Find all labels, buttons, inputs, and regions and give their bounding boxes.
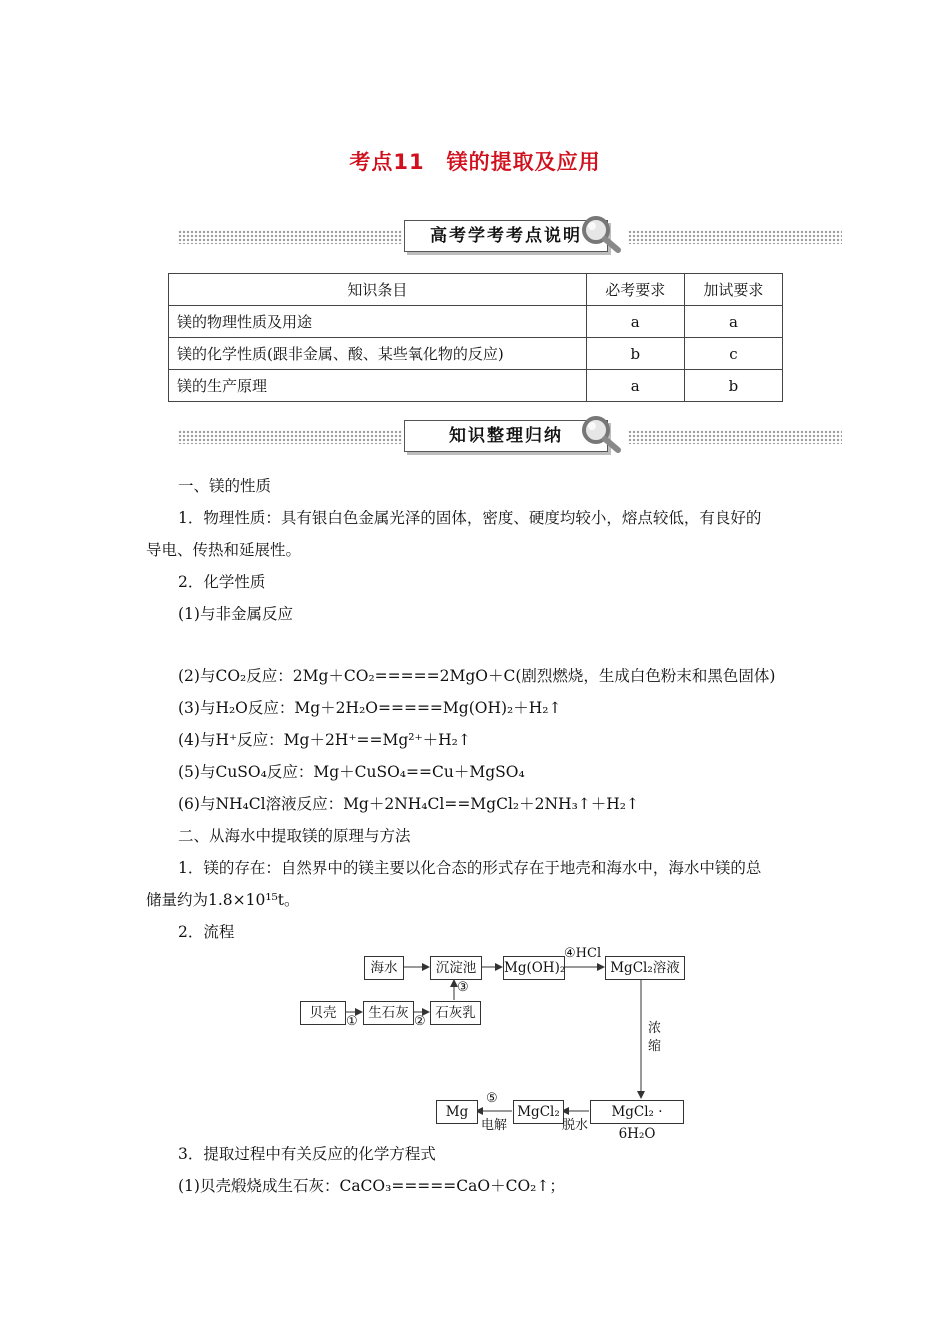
flow-box-mgcl2: MgCl₂ (513, 1100, 564, 1124)
flow-label-concentrate: 浓 缩 (648, 1021, 662, 1054)
paragraph-occurrence-cont: 储量约为1.8×10¹⁵t。 (146, 891, 300, 909)
flow-box-mgoh2: Mg(OH)₂ (503, 956, 565, 980)
flow-box-mgcl2-hexahydrate: MgCl₂ · 6H₂O (590, 1100, 684, 1124)
flow-label-electrolysis: 电解 (481, 1118, 508, 1133)
table-cell: b (586, 338, 684, 370)
flow-label-step4-hcl: ④HCl (564, 946, 602, 961)
dotted-divider-left (178, 430, 402, 444)
table-cell: 镁的生产原理 (169, 370, 587, 402)
section-header-knowledge (178, 418, 842, 458)
table-header-cell: 必考要求 (586, 274, 684, 306)
section-title: 高考学考考点说明 (404, 220, 608, 252)
flow-label-step1: ① (346, 1014, 358, 1029)
table-row (169, 370, 783, 402)
heading-magnesium-properties: 一、镁的性质 (178, 477, 272, 495)
reaction-co2: (2)与CO₂反应：2Mg＋CO₂=====2MgO＋C(剧烈燃烧，生成白色粉末和黑色固体) (178, 667, 776, 685)
flow-box-mgcl2-solution: MgCl₂溶液 (605, 956, 685, 980)
table-cell: a (684, 306, 782, 338)
equation-shell-calcination: (1)贝壳煅烧成生石灰：CaCO₃=====CaO＋CO₂↑； (178, 1177, 565, 1195)
table-cell: b (684, 370, 782, 402)
section-title: 知识整理归纳 (404, 420, 608, 452)
flow-label-dehydrate: 脱水 (562, 1118, 589, 1133)
heading-flow: 2．流程 (178, 923, 235, 941)
table-cell: c (684, 338, 782, 370)
heading-equations: 3．提取过程中有关反应的化学方程式 (178, 1145, 436, 1163)
reaction-nh4cl: (6)与NH₄Cl溶液反应：Mg＋2NH₄Cl==MgCl₂＋2NH₃↑＋H₂↑ (178, 795, 639, 813)
page-title: 考点11 镁的提取及应用 (349, 150, 601, 174)
flow-box-shell: 贝壳 (300, 1001, 346, 1025)
paragraph-occurrence: 1．镁的存在：自然界中的镁主要以化合态的形式存在于地壳和海水中，海水中镁的总 (178, 859, 762, 877)
table-header-cell: 加试要求 (684, 274, 782, 306)
table-header-row (169, 274, 783, 306)
extraction-flowchart (296, 946, 696, 1142)
heading-chemical-properties: 2．化学性质 (178, 573, 266, 591)
table-cell: 镁的化学性质(跟非金属、酸、某些氧化物的反应) (169, 338, 587, 370)
dotted-divider-right (628, 430, 842, 444)
dotted-divider-right (628, 230, 842, 244)
reaction-h2o: (3)与H₂O反应：Mg＋2H₂O=====Mg(OH)₂＋H₂↑ (178, 699, 562, 717)
flow-label-step3: ③ (457, 980, 469, 995)
section-header-exam-notes (178, 218, 842, 258)
dotted-divider-left (178, 230, 402, 244)
flow-box-quicklime: 生石灰 (363, 1001, 414, 1025)
flow-box-seawater: 海水 (364, 956, 404, 980)
table-header-cell: 知识条目 (169, 274, 587, 306)
flow-label-step5: ⑤ (486, 1091, 498, 1106)
requirements-table (168, 273, 783, 402)
flow-label-step2: ② (414, 1014, 426, 1029)
table-row (169, 338, 783, 370)
reaction-acid: (4)与H⁺反应：Mg＋2H⁺==Mg²⁺＋H₂↑ (178, 731, 471, 749)
paragraph-physical-properties: 1．物理性质：具有银白色金属光泽的固体，密度、硬度均较小，熔点较低，有良好的 (178, 509, 762, 527)
reaction-cuso4: (5)与CuSO₄反应：Mg＋CuSO₄==Cu＋MgSO₄ (178, 763, 525, 781)
magnifier-icon (578, 212, 624, 258)
table-cell: a (586, 306, 684, 338)
heading-seawater-extraction: 二、从海水中提取镁的原理与方法 (178, 827, 411, 845)
table-cell: 镁的物理性质及用途 (169, 306, 587, 338)
reaction-nonmetal: (1)与非金属反应 (178, 605, 293, 623)
flow-box-settling-tank: 沉淀池 (430, 956, 482, 980)
flow-box-lime-milk: 石灰乳 (430, 1001, 481, 1025)
flow-box-mg: Mg (436, 1100, 478, 1124)
table-row (169, 306, 783, 338)
magnifier-icon (578, 412, 624, 458)
paragraph-physical-properties-cont: 导电、传热和延展性。 (146, 541, 302, 559)
table-cell: a (586, 370, 684, 402)
